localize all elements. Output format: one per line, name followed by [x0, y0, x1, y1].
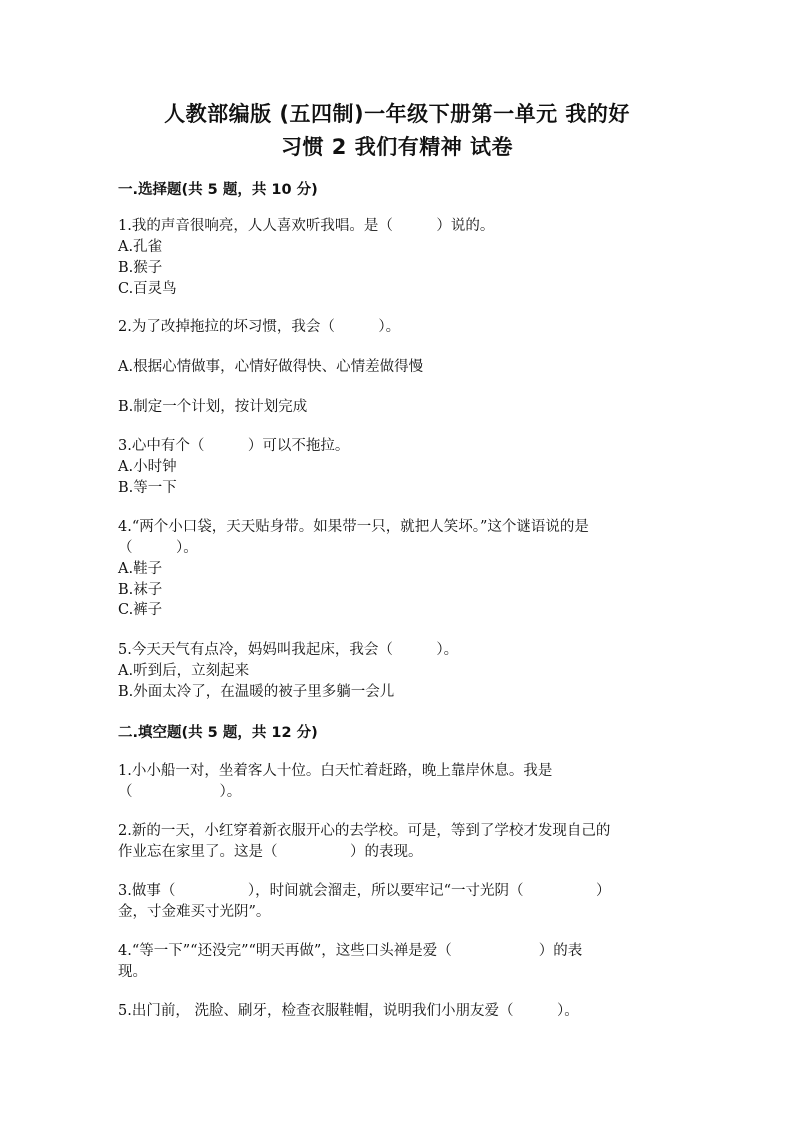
question-stem: 1.我的声音很响亮，人人喜欢听我唱。是（ ）说的。 [118, 218, 495, 234]
question-line: 1.小小船一对，坐着客人十位。白天忙着赶路，晚上靠岸休息。我是 [118, 763, 553, 779]
answer-option: B.等一下 [118, 480, 177, 496]
question-line: 3.做事（ ），时间就会溜走，所以要牢记“一寸光阴（ ） [118, 883, 611, 899]
question-stem: 3.心中有个（ ）可以不拖拉。 [118, 438, 350, 454]
answer-option: A.小时钟 [118, 459, 177, 475]
question-line: 4.“等一下”“还没完”“明天再做”，这些口头禅是爱（ ）的表 [118, 943, 583, 959]
question-line: 5.出门前， 洗脸、刷牙，检查衣服鞋帽，说明我们小朋友爱（ ）。 [118, 1003, 579, 1019]
question-stem: 2.为了改掉拖拉的坏习惯，我会（ ）。 [118, 319, 401, 335]
answer-option: C.裤子 [118, 602, 163, 618]
question-stem: 5.今天天气有点冷，妈妈叫我起床，我会（ ）。 [118, 642, 459, 658]
question-stem-continued: （ ）。 [118, 540, 198, 556]
section-heading-fill-blank: 二.填空题(共 5 题，共 12 分) [118, 725, 318, 741]
exam-title-line-2: 习惯 2 我们有精神 试卷 [280, 135, 514, 159]
answer-option: A.孔雀 [118, 239, 163, 255]
section-heading-choice: 一.选择题(共 5 题，共 10 分) [118, 182, 318, 198]
question-line: 金，寸金难买寸光阴”。 [118, 904, 271, 920]
question-stem: 4.“两个小口袋，天天贴身带。如果带一只，就把人笑坏。”这个谜语说的是 [118, 519, 589, 535]
answer-option: C.百灵鸟 [118, 281, 177, 297]
question-line: 现。 [118, 964, 147, 980]
answer-option: B.袜子 [118, 582, 163, 598]
question-line: 2.新的一天，小红穿着新衣服开心的去学校。可是，等到了学校才发现自己的 [118, 823, 611, 839]
question-line: 作业忘在家里了。这是（ ）的表现。 [118, 844, 423, 860]
answer-option: B.制定一个计划，按计划完成 [118, 399, 308, 415]
question-line: （ ）。 [118, 784, 242, 800]
answer-option: B.外面太冷了，在温暖的被子里多躺一会儿 [118, 684, 395, 700]
answer-option: A.鞋子 [118, 561, 163, 577]
answer-option: B.猴子 [118, 260, 163, 276]
answer-option: A.根据心情做事，心情好做得快、心情差做得慢 [118, 359, 424, 375]
exam-title-line-1: 人教部编版 (五四制)一年级下册第一单元 我的好 [164, 102, 630, 126]
answer-option: A.听到后，立刻起来 [118, 663, 250, 679]
